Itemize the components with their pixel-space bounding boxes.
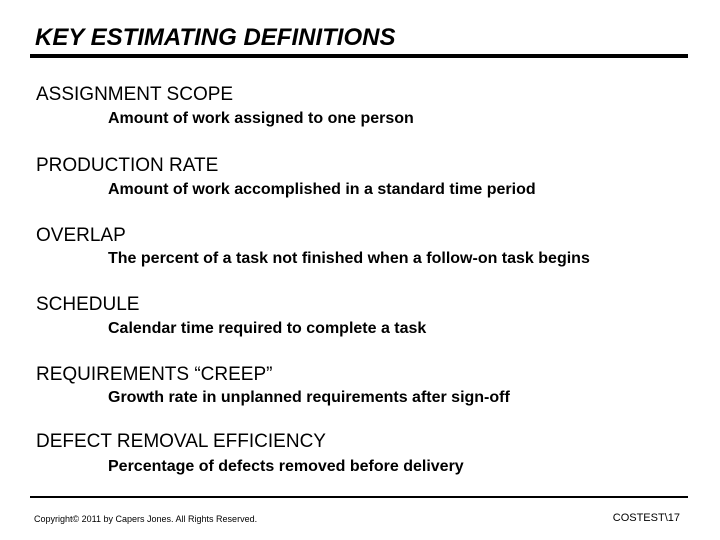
description-overlap: The percent of a task not finished when a follow-on task begins bbox=[108, 250, 590, 267]
term-overlap: OVERLAP bbox=[36, 225, 126, 246]
description-schedule: Calendar time required to complete a task bbox=[108, 320, 427, 337]
slide-code: COSTEST\17 bbox=[612, 512, 680, 524]
page-title: KEY ESTIMATING DEFINITIONS bbox=[35, 24, 396, 51]
description-requirements-creep: Growth rate in unplanned requirements after sign-off bbox=[108, 389, 510, 406]
description-defect-removal-efficiency: Percentage of defects removed before delivery bbox=[108, 458, 464, 475]
term-assignment-scope: ASSIGNMENT SCOPE bbox=[36, 84, 234, 105]
term-requirements-creep: REQUIREMENTS “CREEP” bbox=[36, 364, 273, 385]
term-defect-removal-efficiency: DEFECT REMOVAL EFFICIENCY bbox=[36, 431, 326, 452]
copyright-notice: Copyright© 2011 by Capers Jones. All Rights Reserved. bbox=[34, 514, 258, 524]
description-assignment-scope: Amount of work assigned to one person bbox=[108, 110, 414, 127]
term-production-rate: PRODUCTION RATE bbox=[36, 155, 219, 176]
description-production-rate: Amount of work accomplished in a standard time period bbox=[108, 181, 536, 198]
term-schedule: SCHEDULE bbox=[36, 294, 140, 315]
footer-divider bbox=[30, 496, 688, 498]
